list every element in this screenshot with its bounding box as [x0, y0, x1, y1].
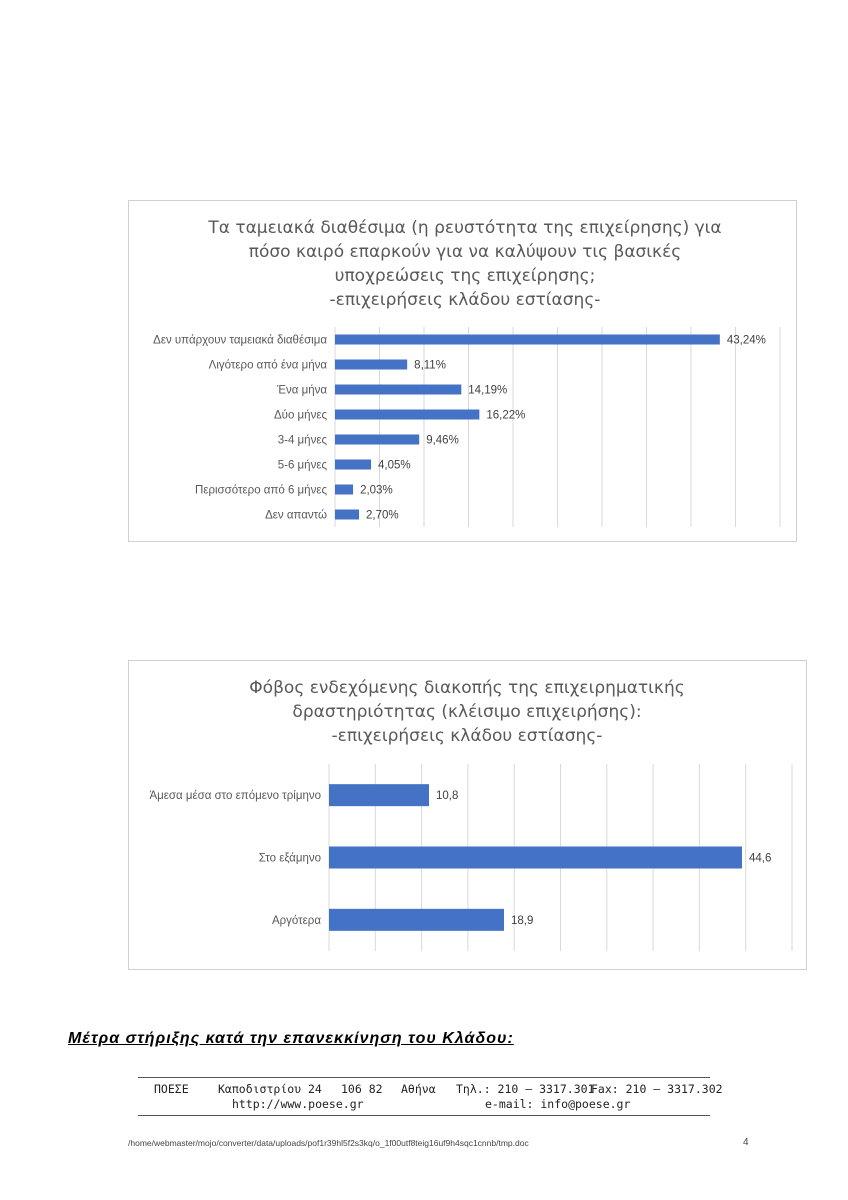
category-label: Άμεσα μέσα στο επόμενο τρίμηνο — [149, 790, 321, 803]
chart-title-line: Τα ταμειακά διαθέσιμα (η ρευστότητα της επιχείρησης) για — [208, 218, 722, 238]
footer-phone: Τηλ.: 210 – 3317.301 — [456, 1082, 595, 1096]
page-number: 4 — [743, 1137, 749, 1148]
closure-fear-chart — [128, 660, 807, 970]
document-path: /home/webmaster/mojo/converter/data/uploads/pof1r39hl5f2s3kq/o_1f00utf8teig16uf9h4sqc1cnnb/tmp.doc — [128, 1138, 529, 1148]
data-label: 16,22% — [486, 409, 526, 422]
bar — [335, 360, 407, 370]
category-label: Λιγότερο από ένα μήνα — [208, 359, 327, 372]
liquidity-chart-svg — [129, 201, 796, 541]
data-label: 8,11% — [414, 359, 446, 372]
category-label: Στο εξάμηνο — [258, 852, 321, 865]
category-label: Δεν απαντώ — [265, 509, 327, 522]
bar — [335, 410, 479, 420]
bar — [329, 784, 429, 806]
data-label: 10,8 — [436, 790, 459, 803]
bar — [329, 909, 504, 931]
chart-title-line: υποχρεώσεις της επιχείρησης; — [334, 266, 596, 286]
footer-fax: Fax: 210 – 3317.302 — [591, 1082, 723, 1096]
data-label: 2,70% — [366, 509, 399, 522]
data-label: 18,9 — [511, 914, 534, 927]
bar — [335, 335, 720, 345]
data-label: 14,19% — [468, 384, 508, 397]
footer-email[interactable]: e-mail: info@poese.gr — [485, 1097, 631, 1111]
category-label: Αργότερα — [271, 914, 321, 927]
closure-fear-chart-svg — [129, 661, 806, 969]
category-label: 3-4 μήνες — [277, 434, 327, 447]
data-label: 9,46% — [426, 434, 459, 447]
bar — [335, 435, 419, 445]
footer-address: Καποδιστρίου 24 — [218, 1082, 322, 1096]
data-label: 2,03% — [360, 484, 393, 497]
footer-website[interactable]: http://www.poese.gr — [232, 1097, 364, 1111]
category-label: Δύο μήνες — [273, 409, 327, 422]
liquidity-chart — [128, 200, 797, 542]
category-label: Δεν υπάρχουν ταμειακά διαθέσιμα — [153, 334, 327, 347]
chart-title-line: πόσο καιρό επαρκούν για να καλύψουν τις βασικές — [248, 242, 682, 262]
bar — [335, 485, 353, 495]
chart-title-line: δραστηριότητας (κλέισιμο επιχειρήσης): — [292, 702, 642, 722]
section-heading: Μέτρα στήριξης κατά την επανεκκίνηση του Κλάδου: — [68, 1030, 514, 1047]
footer-city: Αθήνα — [401, 1082, 436, 1096]
chart-title-line: Φόβος ενδεχόμενης διακοπής της επιχειρηματικής — [249, 678, 685, 698]
footer-org: ΠΟΕΣΕ — [154, 1082, 189, 1096]
data-label: 4,05% — [378, 459, 411, 472]
data-label: 44,6 — [748, 852, 772, 865]
bar — [329, 847, 742, 869]
data-label: 43,24% — [726, 334, 766, 347]
chart-title-line: -επιχειρήσεις κλάδου εστίασης- — [329, 290, 601, 310]
footer-postcode: 106 82 — [341, 1082, 383, 1096]
bar — [335, 460, 371, 470]
footer — [138, 1077, 723, 1116]
category-label: 5-6 μήνες — [277, 459, 327, 472]
bar — [335, 510, 359, 520]
chart-title-line: -επιχειρήσεις κλάδου εστίασης- — [331, 726, 603, 746]
category-label: Περισσότερο από 6 μήνες — [195, 484, 327, 497]
bar — [335, 385, 461, 395]
category-label: Ένα μήνα — [276, 384, 327, 397]
